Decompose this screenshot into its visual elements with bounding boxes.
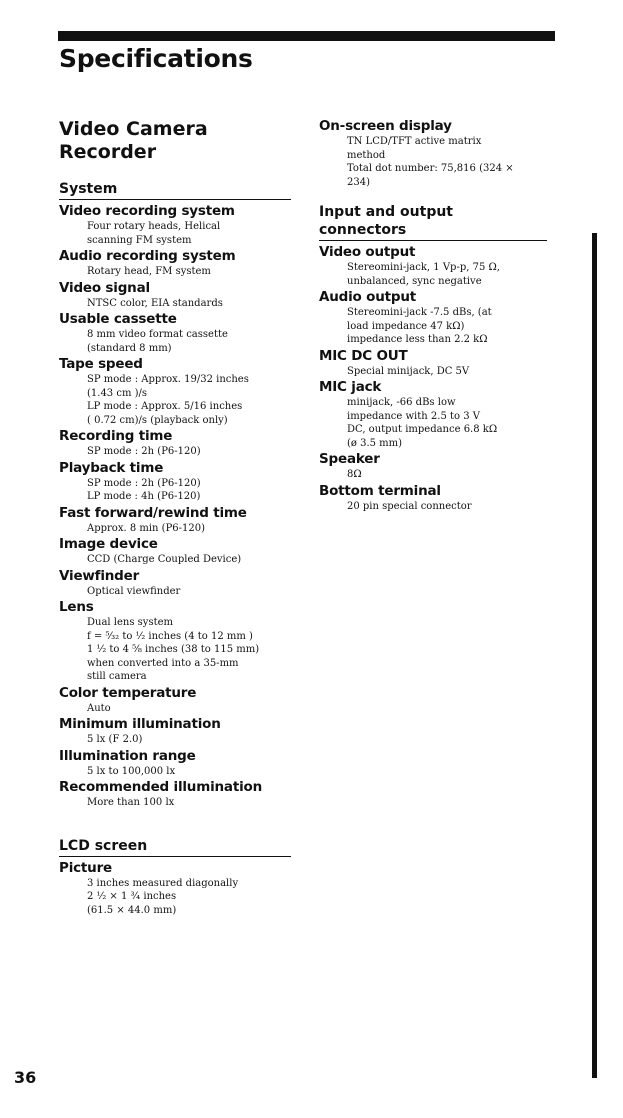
spec-label: Tape speed [59, 356, 143, 372]
spec-value-line: ( 0.72 cm)/s (playback only) [87, 414, 228, 426]
spec-group [59, 180, 291, 810]
spec-label: MIC DC OUT [319, 347, 408, 364]
spec-value [87, 265, 291, 279]
spec-label: Fast forward/rewind time [59, 504, 247, 521]
left-column [59, 118, 291, 918]
spec-value-line: method [347, 149, 386, 161]
spec-value-line: scanning FM system [87, 234, 192, 246]
spec-value-line: 234) [347, 176, 370, 188]
spec-value-line: LP mode : Approx. 5/16 inches [87, 401, 243, 412]
spec-value-line: (61.5 × 44.0 mm) [87, 904, 177, 916]
spec-value-line: NTSC color, EIA standards [87, 297, 223, 309]
right-column [319, 118, 547, 514]
spec-value [87, 553, 291, 567]
spec-value-line: Dual lens system [87, 617, 173, 628]
margin-rule [592, 233, 597, 1078]
spec-label: Audio recording system [59, 248, 236, 264]
spec-value-line: 2 ¹⁄₂ × 1 ³⁄₄ inches [87, 891, 177, 902]
spec-value [87, 585, 291, 599]
page-number: 36 [14, 1068, 37, 1087]
spec-value [87, 445, 291, 459]
spec-value-line: Total dot number: 75,816 (324 × [347, 163, 514, 174]
spec-value [87, 765, 291, 779]
spec-value [87, 877, 291, 918]
page-title: Specifications [59, 44, 253, 73]
spec-value [347, 396, 547, 450]
spec-value-line: Four rotary heads, Helical [87, 221, 221, 232]
spec-label: Lens [59, 599, 94, 615]
spec-label: Picture [59, 859, 113, 876]
spec-value-line: impedance with 2.5 to 3 V [347, 410, 480, 422]
group-title: System [59, 180, 291, 200]
spec-value [347, 468, 547, 482]
spec-value-line: SP mode : Approx. 19/32 inches [87, 374, 249, 385]
spec-value-line: (standard 8 mm) [87, 342, 172, 354]
spec-label: Video recording system [59, 203, 235, 219]
spec-value [87, 522, 291, 536]
spec-value [347, 500, 547, 514]
group-title-line: Input and output [319, 204, 453, 220]
spec-value [87, 477, 291, 504]
spec-value-line: Stereomini-jack -7.5 dBs, (at [347, 307, 492, 318]
spec-label: Viewfinder [59, 567, 140, 584]
spec-value-line: unbalanced, sync negative [347, 275, 482, 287]
spec-list [319, 244, 547, 513]
spec-label: Color temperature [59, 684, 197, 701]
spec-list [59, 860, 291, 918]
section-title: Video Camera Recorder [59, 118, 208, 163]
spec-label: On-screen display [319, 118, 452, 134]
spec-label: Playback time [59, 459, 164, 476]
spec-value-line: 5 lx (F 2.0) [87, 734, 143, 745]
spec-list [319, 118, 547, 189]
spec-value [347, 365, 547, 379]
group-title: LCD screen [59, 837, 291, 857]
spec-label: Bottom terminal [319, 482, 441, 499]
spec-value-line: (ø 3.5 mm) [347, 437, 403, 449]
spec-value [347, 306, 547, 347]
spec-value-line: TN LCD/TFT active matrix [347, 136, 482, 147]
spec-value-line: when converted into a 35-mm [87, 657, 239, 669]
spec-value-line: DC, output impedance 6.8 kΩ [347, 424, 498, 435]
spec-value [87, 297, 291, 311]
spec-label: Recording time [59, 428, 173, 444]
spec-label: Image device [59, 536, 158, 552]
spec-value [87, 733, 291, 747]
spec-label: Illumination range [59, 747, 196, 764]
title-rule [58, 31, 555, 41]
spec-value-line: LP mode : 4h (P6-120) [87, 491, 201, 502]
spec-value-line: load impedance 47 kΩ) [347, 320, 465, 332]
spec-value [87, 796, 291, 810]
spec-value-line: Stereomini-jack, 1 Vp-p, 75 Ω, [347, 262, 500, 273]
spec-value-line: 1 ¹⁄₂ to 4 ⁵⁄₈ inches (38 to 115 mm) [87, 644, 260, 655]
spec-value-line: Approx. 8 min (P6-120) [87, 522, 206, 534]
spec-value [347, 135, 547, 189]
spec-label: Speaker [319, 451, 380, 467]
spec-value-line: 5 lx to 100,000 lx [87, 765, 176, 777]
spec-value-line: still camera [87, 671, 147, 682]
spec-value-line: SP mode : 2h (P6-120) [87, 477, 201, 489]
group-title [319, 203, 547, 241]
spec-value-line: CCD (Charge Coupled Device) [87, 554, 242, 565]
spec-value-line: More than 100 lx [87, 797, 175, 808]
spec-value [87, 220, 291, 247]
spec-value-line: Rotary head, FM system [87, 266, 211, 277]
spec-value [87, 373, 291, 427]
spec-value-line: 3 inches measured diagonally [87, 877, 239, 889]
spec-value-line: 20 pin special connector [347, 500, 472, 512]
spec-value [87, 702, 291, 716]
spec-label: Audio output [319, 289, 416, 305]
spec-value [87, 328, 291, 355]
spec-value [87, 616, 291, 684]
spec-value-line: Optical viewfinder [87, 585, 181, 597]
spec-value-line: SP mode : 2h (P6-120) [87, 446, 201, 457]
spec-group [59, 837, 291, 918]
spec-label: Usable cassette [59, 311, 177, 327]
spec-value [347, 261, 547, 288]
spec-label: Video output [319, 244, 416, 260]
spec-value-line: 8 mm video format cassette [87, 329, 228, 340]
spec-label: MIC jack [319, 379, 382, 395]
spec-label: Recommended illumination [59, 779, 262, 795]
spec-value-line: Special minijack, DC 5V [347, 365, 470, 377]
spec-value-line: 8Ω [347, 469, 362, 480]
spec-value-line: f = ⁵⁄₃₂ to ¹⁄₂ inches (4 to 12 mm ) [87, 630, 253, 642]
spec-value-line: minijack, -66 dBs low [347, 397, 456, 408]
spec-list [59, 203, 291, 810]
group-title-line: connectors [319, 222, 407, 238]
spec-value-line: impedance less than 2.2 kΩ [347, 334, 488, 345]
spec-label: Minimum illumination [59, 716, 221, 732]
spec-value-line: (1.43 cm )/s [87, 387, 148, 399]
spec-label: Video signal [59, 279, 150, 296]
spec-value-line: Auto [87, 702, 111, 714]
